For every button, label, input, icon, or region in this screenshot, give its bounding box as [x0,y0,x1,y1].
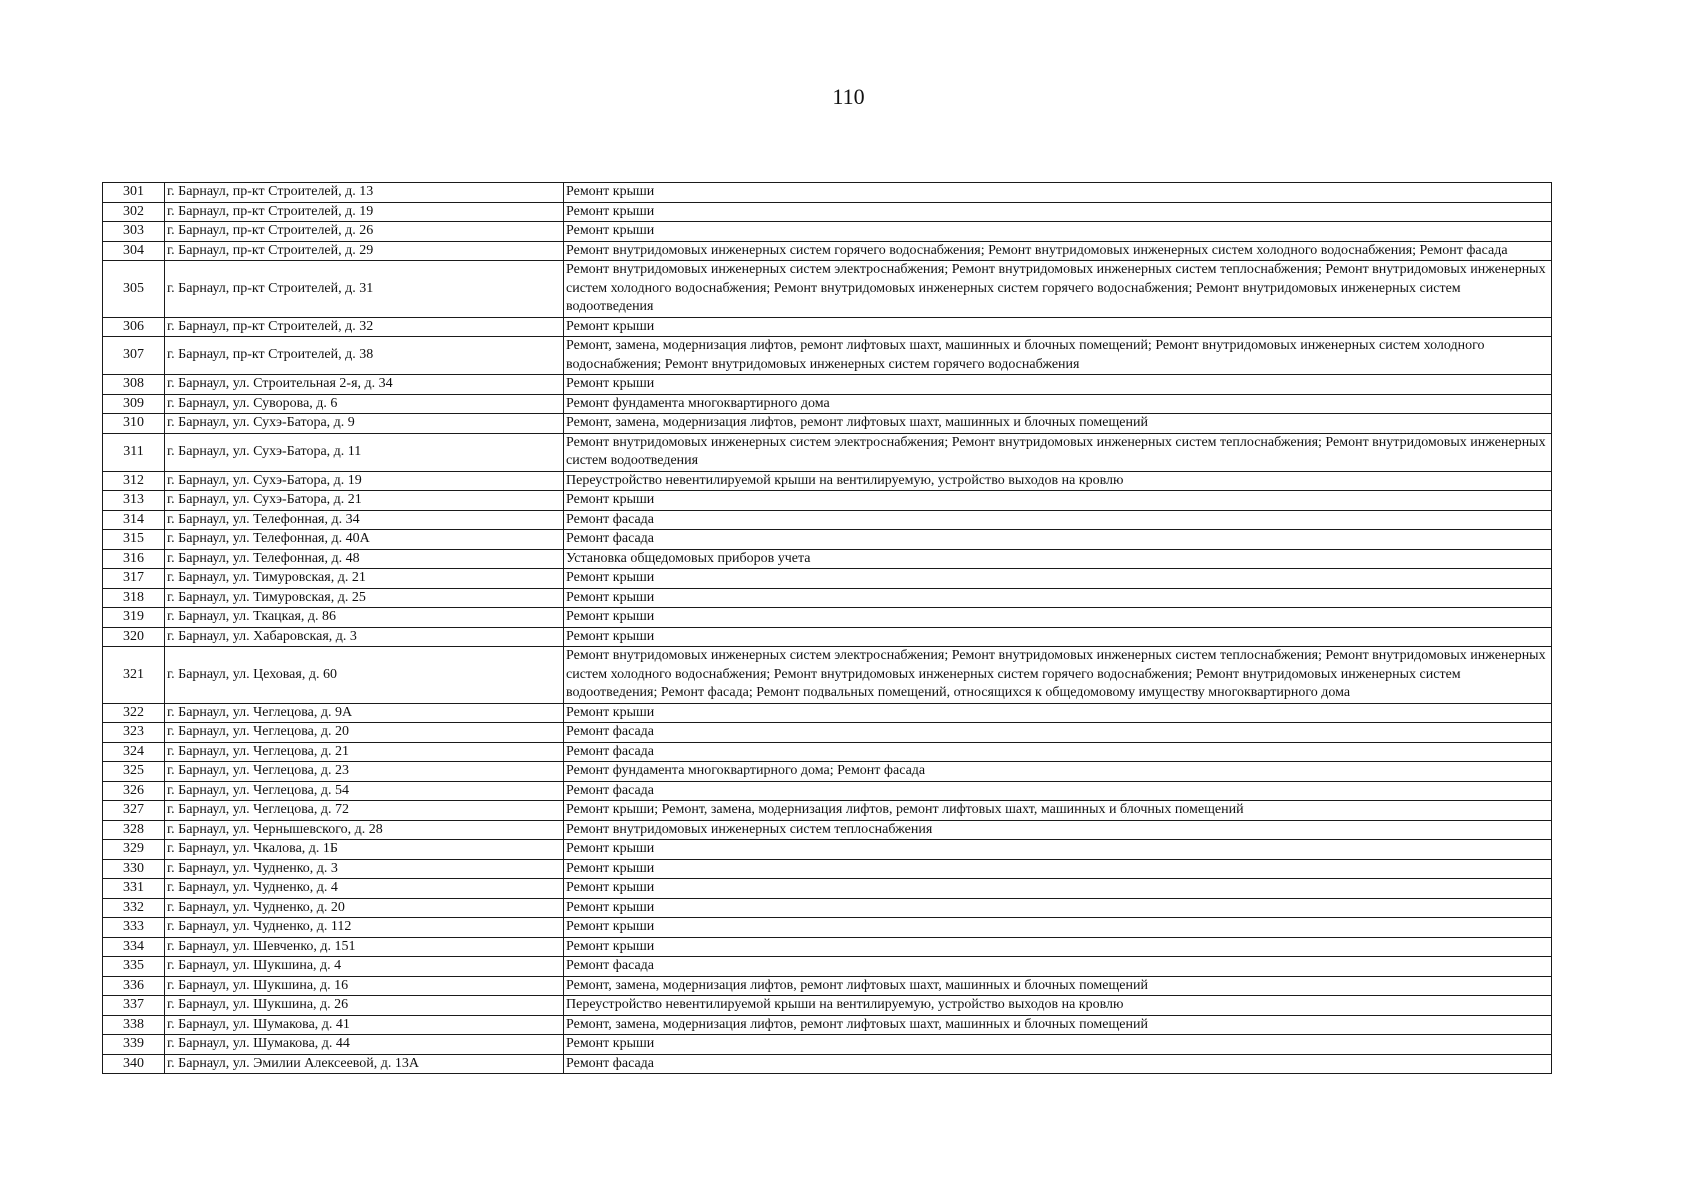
building-address: г. Барнаул, ул. Сухэ-Батора, д. 19 [165,471,564,491]
table-row [103,491,1552,511]
repair-work-types: Ремонт крыши; Ремонт, замена, модернизация лифтов, ремонт лифтовых шахт, машинных и блочных помещений [564,801,1552,821]
table-row [103,394,1552,414]
building-address: г. Барнаул, пр-кт Строителей, д. 38 [165,337,564,375]
building-address: г. Барнаул, ул. Шумакова, д. 41 [165,1015,564,1035]
table-row [103,202,1552,222]
row-number: 339 [103,1035,165,1055]
building-address: г. Барнаул, ул. Суворова, д. 6 [165,394,564,414]
row-number: 321 [103,647,165,704]
repair-work-types: Ремонт крыши [564,898,1552,918]
table-row [103,549,1552,569]
row-number: 334 [103,937,165,957]
row-number: 308 [103,375,165,395]
table-row [103,647,1552,704]
table-row [103,337,1552,375]
row-number: 323 [103,723,165,743]
registry-body [103,183,1552,1074]
repair-work-types: Ремонт фасада [564,742,1552,762]
repair-work-types: Ремонт крыши [564,937,1552,957]
row-number: 327 [103,801,165,821]
row-number: 309 [103,394,165,414]
table-row [103,859,1552,879]
table-row [103,433,1552,471]
building-address: г. Барнаул, ул. Чудненко, д. 4 [165,879,564,899]
table-row [103,820,1552,840]
table-row [103,569,1552,589]
building-address: г. Барнаул, ул. Тимуровская, д. 21 [165,569,564,589]
table-row [103,801,1552,821]
repair-work-types: Ремонт, замена, модернизация лифтов, ремонт лифтовых шахт, машинных и блочных помещений [564,1015,1552,1035]
building-address: г. Барнаул, ул. Чеглецова, д. 9А [165,703,564,723]
repair-work-types: Ремонт крыши [564,569,1552,589]
row-number: 336 [103,976,165,996]
row-number: 317 [103,569,165,589]
building-address: г. Барнаул, ул. Телефонная, д. 34 [165,510,564,530]
row-number: 329 [103,840,165,860]
building-address: г. Барнаул, ул. Чеглецова, д. 20 [165,723,564,743]
building-address: г. Барнаул, ул. Шумакова, д. 44 [165,1035,564,1055]
building-address: г. Барнаул, ул. Чудненко, д. 20 [165,898,564,918]
row-number: 316 [103,549,165,569]
repair-registry-table [102,182,1552,1074]
row-number: 312 [103,471,165,491]
building-address: г. Барнаул, ул. Хабаровская, д. 3 [165,627,564,647]
row-number: 331 [103,879,165,899]
repair-work-types: Переустройство невентилируемой крыши на вентилируемую, устройство выходов на кровлю [564,996,1552,1016]
page-number: 110 [832,84,865,109]
table-row [103,588,1552,608]
repair-work-types: Ремонт крыши [564,840,1552,860]
repair-work-types: Ремонт крыши [564,608,1552,628]
building-address: г. Барнаул, ул. Сухэ-Батора, д. 21 [165,491,564,511]
repair-work-types: Ремонт фасада [564,1054,1552,1074]
row-number: 333 [103,918,165,938]
repair-work-types: Ремонт крыши [564,918,1552,938]
building-address: г. Барнаул, пр-кт Строителей, д. 19 [165,202,564,222]
repair-work-types: Ремонт крыши [564,703,1552,723]
repair-work-types: Ремонт крыши [564,859,1552,879]
row-number: 314 [103,510,165,530]
building-address: г. Барнаул, ул. Чеглецова, д. 72 [165,801,564,821]
row-number: 301 [103,183,165,203]
table-row [103,471,1552,491]
building-address: г. Барнаул, ул. Шевченко, д. 151 [165,937,564,957]
building-address: г. Барнаул, пр-кт Строителей, д. 13 [165,183,564,203]
building-address: г. Барнаул, ул. Сухэ-Батора, д. 11 [165,433,564,471]
repair-work-types: Ремонт крыши [564,375,1552,395]
repair-work-types: Ремонт, замена, модернизация лифтов, ремонт лифтовых шахт, машинных и блочных помещений; Ремонт внутридомовых инженерных систем холодного водоснабжения; Ремонт внутридомовых инженерных систем горячего водоснабжения [564,337,1552,375]
row-number: 337 [103,996,165,1016]
table-row [103,957,1552,977]
repair-work-types: Ремонт внутридомовых инженерных систем электроснабжения; Ремонт внутридомовых инженерных систем теплоснабжения; Ремонт внутридомовых инженерных систем холодного водоснабжения; Ремонт внутридомовых инженерных систем горячего водоснабжения; Ремонт внутридомовых инженерных систем водоотведения; Ремонт фасада; Ремонт подвальных помещений, относящихся к общедомовому имуществу многоквартирного дома [564,647,1552,704]
table-row [103,742,1552,762]
building-address: г. Барнаул, ул. Чудненко, д. 112 [165,918,564,938]
building-address: г. Барнаул, пр-кт Строителей, д. 29 [165,241,564,261]
repair-work-types: Ремонт крыши [564,222,1552,242]
table-row [103,918,1552,938]
table-row [103,879,1552,899]
table-row [103,723,1552,743]
repair-work-types: Ремонт крыши [564,183,1552,203]
table-row [103,530,1552,550]
table-row [103,1015,1552,1035]
repair-work-types: Ремонт крыши [564,317,1552,337]
row-number: 313 [103,491,165,511]
repair-work-types: Ремонт крыши [564,202,1552,222]
building-address: г. Барнаул, ул. Шукшина, д. 4 [165,957,564,977]
row-number: 305 [103,261,165,318]
building-address: г. Барнаул, ул. Тимуровская, д. 25 [165,588,564,608]
row-number: 302 [103,202,165,222]
row-number: 303 [103,222,165,242]
repair-work-types: Ремонт фасада [564,510,1552,530]
table-row [103,627,1552,647]
row-number: 315 [103,530,165,550]
table-row [103,840,1552,860]
building-address: г. Барнаул, пр-кт Строителей, д. 26 [165,222,564,242]
repair-work-types: Ремонт внутридомовых инженерных систем теплоснабжения [564,820,1552,840]
repair-work-types: Ремонт крыши [564,879,1552,899]
building-address: г. Барнаул, ул. Чеглецова, д. 23 [165,762,564,782]
building-address: г. Барнаул, ул. Телефонная, д. 48 [165,549,564,569]
building-address: г. Барнаул, ул. Телефонная, д. 40А [165,530,564,550]
repair-work-types: Ремонт, замена, модернизация лифтов, ремонт лифтовых шахт, машинных и блочных помещений [564,976,1552,996]
repair-work-types: Установка общедомовых приборов учета [564,549,1552,569]
building-address: г. Барнаул, пр-кт Строителей, д. 32 [165,317,564,337]
repair-work-types: Ремонт фасада [564,781,1552,801]
row-number: 335 [103,957,165,977]
row-number: 307 [103,337,165,375]
row-number: 322 [103,703,165,723]
table-row [103,261,1552,318]
repair-work-types: Ремонт фасада [564,530,1552,550]
repair-work-types: Ремонт фасада [564,957,1552,977]
row-number: 319 [103,608,165,628]
table-row [103,317,1552,337]
table-row [103,1035,1552,1055]
table-row [103,781,1552,801]
row-number: 325 [103,762,165,782]
building-address: г. Барнаул, ул. Чудненко, д. 3 [165,859,564,879]
building-address: г. Барнаул, ул. Цеховая, д. 60 [165,647,564,704]
building-address: г. Барнаул, ул. Эмилии Алексеевой, д. 13А [165,1054,564,1074]
row-number: 330 [103,859,165,879]
repair-work-types: Ремонт внутридомовых инженерных систем горячего водоснабжения; Ремонт внутридомовых инженерных систем холодного водоснабжения; Ремонт фасада [564,241,1552,261]
table-row [103,241,1552,261]
row-number: 332 [103,898,165,918]
table-row [103,703,1552,723]
repair-work-types: Ремонт фундамента многоквартирного дома [564,394,1552,414]
repair-work-types: Ремонт фасада [564,723,1552,743]
building-address: г. Барнаул, пр-кт Строителей, д. 31 [165,261,564,318]
row-number: 304 [103,241,165,261]
repair-work-types: Переустройство невентилируемой крыши на вентилируемую, устройство выходов на кровлю [564,471,1552,491]
row-number: 306 [103,317,165,337]
row-number: 320 [103,627,165,647]
table-row [103,510,1552,530]
repair-work-types: Ремонт крыши [564,1035,1552,1055]
row-number: 338 [103,1015,165,1035]
repair-work-types: Ремонт крыши [564,588,1552,608]
table-row [103,222,1552,242]
row-number: 311 [103,433,165,471]
repair-work-types: Ремонт крыши [564,627,1552,647]
table-row [103,183,1552,203]
table-row [103,1054,1552,1074]
repair-work-types: Ремонт внутридомовых инженерных систем электроснабжения; Ремонт внутридомовых инженерных систем теплоснабжения; Ремонт внутридомовых инженерных систем водоотведения [564,433,1552,471]
building-address: г. Барнаул, ул. Сухэ-Батора, д. 9 [165,414,564,434]
building-address: г. Барнаул, ул. Чернышевского, д. 28 [165,820,564,840]
repair-work-types: Ремонт фундамента многоквартирного дома; Ремонт фасада [564,762,1552,782]
repair-work-types: Ремонт крыши [564,491,1552,511]
row-number: 318 [103,588,165,608]
row-number: 326 [103,781,165,801]
row-number: 310 [103,414,165,434]
row-number: 328 [103,820,165,840]
table-row [103,996,1552,1016]
row-number: 324 [103,742,165,762]
building-address: г. Барнаул, ул. Строительная 2-я, д. 34 [165,375,564,395]
building-address: г. Барнаул, ул. Шукшина, д. 16 [165,976,564,996]
table-row [103,608,1552,628]
repair-work-types: Ремонт внутридомовых инженерных систем электроснабжения; Ремонт внутридомовых инженерных систем теплоснабжения; Ремонт внутридомовых инженерных систем холодного водоснабжения; Ремонт внутридомовых инженерных систем горячего водоснабжения; Ремонт внутридомовых инженерных систем водоотведения [564,261,1552,318]
row-number: 340 [103,1054,165,1074]
building-address: г. Барнаул, ул. Чеглецова, д. 54 [165,781,564,801]
table-row [103,414,1552,434]
table-row [103,937,1552,957]
repair-work-types: Ремонт, замена, модернизация лифтов, ремонт лифтовых шахт, машинных и блочных помещений [564,414,1552,434]
table-row [103,375,1552,395]
table-row [103,898,1552,918]
building-address: г. Барнаул, ул. Шукшина, д. 26 [165,996,564,1016]
table-row [103,976,1552,996]
building-address: г. Барнаул, ул. Чеглецова, д. 21 [165,742,564,762]
building-address: г. Барнаул, ул. Ткацкая, д. 86 [165,608,564,628]
table-row [103,762,1552,782]
building-address: г. Барнаул, ул. Чкалова, д. 1Б [165,840,564,860]
